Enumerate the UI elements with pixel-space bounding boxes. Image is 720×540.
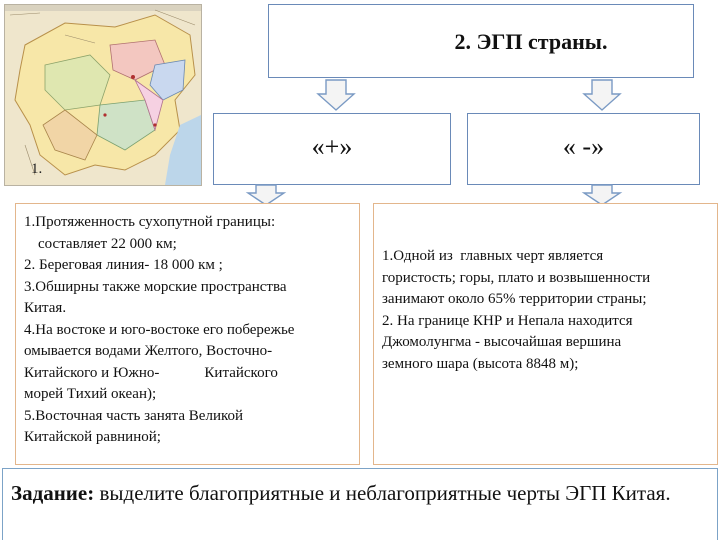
minus-sign: « -» [562, 132, 605, 161]
china-map-image [4, 4, 202, 186]
list-item: Китайского и Южно- Китайского [24, 364, 278, 381]
list-item: 1.Одной из главных черт является [382, 248, 604, 264]
down-arrow-icon [582, 185, 622, 205]
list-item: гористость; горы, плато и возвышенности [382, 269, 651, 286]
title-box [268, 4, 694, 78]
plus-sign: «+» [311, 132, 353, 161]
list-item: 3.Обширны также морские пространства [24, 278, 287, 295]
list-item: Китайской равниной; [24, 429, 161, 445]
list-item: 2. Береговая линия- 18 000 км ; [24, 257, 223, 273]
list-item: омывается водами Желтого, Восточно- [24, 343, 273, 359]
down-arrow-icon [246, 185, 286, 205]
map-number-label: 1. [31, 161, 43, 177]
task-label: Задание: [11, 481, 95, 505]
list-item: занимают около 65% территории страны; [382, 291, 647, 307]
advantages-list [15, 203, 360, 465]
list-item: 2. На границе КНР и Непала находится [382, 312, 633, 329]
list-item: Китая. [24, 300, 67, 316]
list-item: 1.Протяженность сухопутной границы: [24, 214, 276, 230]
task-text: выделите благоприятные и неблагоприятные черты ЭГП Китая. [94, 481, 671, 505]
advantages-header-box [213, 113, 451, 185]
list-item: морей Тихий океан); [24, 386, 157, 402]
page-title: 2. ЭГП страны. [454, 29, 608, 54]
list-item: земного шара (высота 8848 м); [382, 355, 579, 372]
map-drawing [5, 5, 201, 185]
down-arrow-icon [316, 80, 356, 112]
disadvantages-header-box [467, 113, 700, 185]
list-item: Джомолунгма - высочайшая вершина [382, 334, 622, 350]
disadvantages-list [373, 203, 718, 465]
list-item: 5.Восточная часть занята Великой [24, 407, 244, 424]
list-item: 4.На востоке и юго-востоке его побережье [24, 321, 295, 338]
list-item: составляет 22 000 км; [38, 235, 177, 252]
task-box [2, 468, 718, 540]
down-arrow-icon [582, 80, 622, 112]
